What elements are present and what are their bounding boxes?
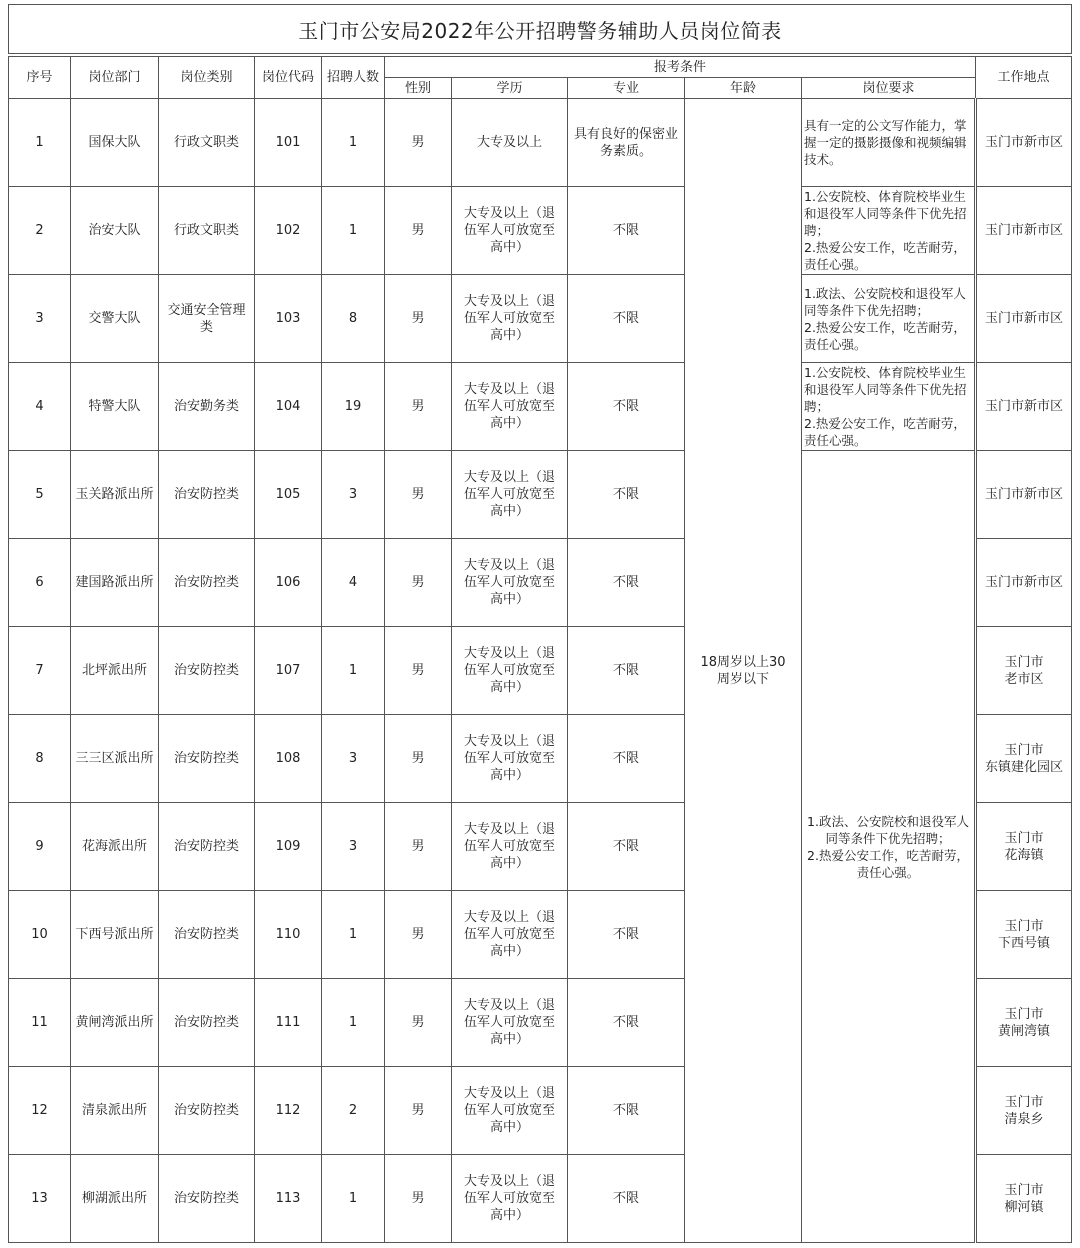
cell-count: 1	[322, 627, 385, 715]
cell-seq: 12	[9, 1067, 71, 1155]
header-dept: 岗位部门	[71, 57, 159, 99]
cell-count: 1	[322, 99, 385, 187]
cell-gender: 男	[385, 1155, 452, 1243]
recruitment-table	[8, 56, 1072, 1243]
cell-age-merged: 18周岁以上30周岁以下	[685, 99, 802, 1243]
cell-count: 1	[322, 979, 385, 1067]
cell-category: 治安防控类	[159, 627, 255, 715]
cell-major: 不限	[568, 187, 685, 275]
cell-seq: 7	[9, 627, 71, 715]
cell-code: 107	[255, 627, 322, 715]
cell-count: 2	[322, 1067, 385, 1155]
cell-education: 大专及以上（退伍军人可放宽至高中）	[452, 275, 568, 363]
page-title: 玉门市公安局2022年公开招聘警务辅助人员岗位简表	[8, 4, 1072, 54]
cell-code: 106	[255, 539, 322, 627]
cell-category: 行政文职类	[159, 99, 255, 187]
cell-count: 3	[322, 803, 385, 891]
cell-gender: 男	[385, 891, 452, 979]
cell-dept: 三三区派出所	[71, 715, 159, 803]
cell-major: 不限	[568, 275, 685, 363]
cell-education: 大专及以上（退伍军人可放宽至高中）	[452, 979, 568, 1067]
cell-category: 交通安全管理类	[159, 275, 255, 363]
cell-gender: 男	[385, 715, 452, 803]
cell-count: 1	[322, 187, 385, 275]
table-row	[9, 363, 1072, 451]
header-category: 岗位类别	[159, 57, 255, 99]
cell-gender: 男	[385, 99, 452, 187]
header-gender: 性别	[385, 78, 452, 99]
cell-location: 玉门市 东镇建化园区	[976, 715, 1072, 803]
cell-major: 不限	[568, 1155, 685, 1243]
cell-education: 大专及以上（退伍军人可放宽至高中）	[452, 715, 568, 803]
cell-major: 不限	[568, 363, 685, 451]
cell-seq: 13	[9, 1155, 71, 1243]
cell-location: 玉门市新市区	[976, 539, 1072, 627]
cell-code: 113	[255, 1155, 322, 1243]
cell-seq: 3	[9, 275, 71, 363]
table-row	[9, 99, 1072, 187]
header-conditions: 报考条件	[385, 57, 976, 78]
cell-category: 治安防控类	[159, 891, 255, 979]
cell-education: 大专及以上（退伍军人可放宽至高中）	[452, 187, 568, 275]
cell-dept: 黄闸湾派出所	[71, 979, 159, 1067]
header-seq: 序号	[9, 57, 71, 99]
cell-category: 治安防控类	[159, 539, 255, 627]
cell-education: 大专及以上（退伍军人可放宽至高中）	[452, 539, 568, 627]
cell-code: 104	[255, 363, 322, 451]
cell-code: 103	[255, 275, 322, 363]
cell-dept: 下西号派出所	[71, 891, 159, 979]
cell-gender: 男	[385, 275, 452, 363]
cell-major: 不限	[568, 891, 685, 979]
cell-category: 治安防控类	[159, 803, 255, 891]
cell-location: 玉门市 老市区	[976, 627, 1072, 715]
cell-category: 行政文职类	[159, 187, 255, 275]
cell-major: 不限	[568, 1067, 685, 1155]
cell-location: 玉门市新市区	[976, 363, 1072, 451]
cell-major: 具有良好的保密业务素质。	[568, 99, 685, 187]
cell-gender: 男	[385, 627, 452, 715]
cell-major: 不限	[568, 451, 685, 539]
cell-code: 102	[255, 187, 322, 275]
cell-code: 110	[255, 891, 322, 979]
cell-gender: 男	[385, 979, 452, 1067]
cell-count: 1	[322, 1155, 385, 1243]
cell-major: 不限	[568, 539, 685, 627]
cell-seq: 11	[9, 979, 71, 1067]
cell-dept: 清泉派出所	[71, 1067, 159, 1155]
cell-gender: 男	[385, 1067, 452, 1155]
cell-seq: 4	[9, 363, 71, 451]
header-major: 专业	[568, 78, 685, 99]
cell-dept: 特警大队	[71, 363, 159, 451]
cell-code: 112	[255, 1067, 322, 1155]
cell-category: 治安勤务类	[159, 363, 255, 451]
cell-gender: 男	[385, 539, 452, 627]
cell-dept: 玉关路派出所	[71, 451, 159, 539]
cell-dept: 北坪派出所	[71, 627, 159, 715]
cell-dept: 交警大队	[71, 275, 159, 363]
cell-requirements: 1.公安院校、体育院校毕业生和退役军人同等条件下优先招聘； 2.热爱公安工作，吃苦耐劳，责任心强。	[802, 187, 976, 275]
cell-education: 大专及以上（退伍军人可放宽至高中）	[452, 627, 568, 715]
cell-dept: 治安大队	[71, 187, 159, 275]
cell-seq: 6	[9, 539, 71, 627]
cell-code: 101	[255, 99, 322, 187]
cell-code: 105	[255, 451, 322, 539]
table-row	[9, 187, 1072, 275]
cell-location: 玉门市 下西号镇	[976, 891, 1072, 979]
cell-requirements: 具有一定的公文写作能力，掌握一定的摄影摄像和视频编辑技术。	[802, 99, 976, 187]
cell-seq: 1	[9, 99, 71, 187]
cell-major: 不限	[568, 803, 685, 891]
cell-education: 大专及以上（退伍军人可放宽至高中）	[452, 1155, 568, 1243]
cell-count: 8	[322, 275, 385, 363]
header-location: 工作地点	[976, 57, 1072, 99]
cell-seq: 10	[9, 891, 71, 979]
cell-count: 19	[322, 363, 385, 451]
cell-major: 不限	[568, 979, 685, 1067]
cell-category: 治安防控类	[159, 1067, 255, 1155]
cell-code: 108	[255, 715, 322, 803]
cell-seq: 9	[9, 803, 71, 891]
cell-gender: 男	[385, 803, 452, 891]
cell-code: 111	[255, 979, 322, 1067]
cell-location: 玉门市 黄闸湾镇	[976, 979, 1072, 1067]
cell-location: 玉门市新市区	[976, 99, 1072, 187]
cell-education: 大专及以上（退伍军人可放宽至高中）	[452, 1067, 568, 1155]
cell-count: 3	[322, 715, 385, 803]
cell-dept: 花海派出所	[71, 803, 159, 891]
cell-requirements-merged: 1.政法、公安院校和退役军人同等条件下优先招聘； 2.热爱公安工作，吃苦耐劳，责任心强。	[802, 451, 976, 1243]
cell-gender: 男	[385, 187, 452, 275]
cell-gender: 男	[385, 363, 452, 451]
cell-location: 玉门市 花海镇	[976, 803, 1072, 891]
cell-seq: 2	[9, 187, 71, 275]
table-row	[9, 275, 1072, 363]
cell-major: 不限	[568, 627, 685, 715]
header-requirements: 岗位要求	[802, 78, 976, 99]
cell-category: 治安防控类	[159, 1155, 255, 1243]
cell-location: 玉门市 柳河镇	[976, 1155, 1072, 1243]
cell-category: 治安防控类	[159, 979, 255, 1067]
cell-major: 不限	[568, 715, 685, 803]
cell-education: 大专及以上（退伍军人可放宽至高中）	[452, 363, 568, 451]
cell-count: 3	[322, 451, 385, 539]
cell-education: 大专及以上（退伍军人可放宽至高中）	[452, 891, 568, 979]
header-count: 招聘人数	[322, 57, 385, 99]
cell-category: 治安防控类	[159, 715, 255, 803]
cell-location: 玉门市新市区	[976, 451, 1072, 539]
cell-count: 1	[322, 891, 385, 979]
header-code: 岗位代码	[255, 57, 322, 99]
cell-count: 4	[322, 539, 385, 627]
cell-location: 玉门市新市区	[976, 187, 1072, 275]
cell-category: 治安防控类	[159, 451, 255, 539]
cell-education: 大专及以上	[452, 99, 568, 187]
table-row	[9, 451, 1072, 539]
header-education: 学历	[452, 78, 568, 99]
cell-gender: 男	[385, 451, 452, 539]
cell-dept: 柳湖派出所	[71, 1155, 159, 1243]
cell-seq: 5	[9, 451, 71, 539]
header-age: 年龄	[685, 78, 802, 99]
cell-education: 大专及以上（退伍军人可放宽至高中）	[452, 803, 568, 891]
cell-location: 玉门市 清泉乡	[976, 1067, 1072, 1155]
cell-dept: 国保大队	[71, 99, 159, 187]
cell-seq: 8	[9, 715, 71, 803]
cell-location: 玉门市新市区	[976, 275, 1072, 363]
cell-education: 大专及以上（退伍军人可放宽至高中）	[452, 451, 568, 539]
cell-requirements: 1.公安院校、体育院校毕业生和退役军人同等条件下优先招聘； 2.热爱公安工作，吃苦耐劳，责任心强。	[802, 363, 976, 451]
cell-dept: 建国路派出所	[71, 539, 159, 627]
cell-requirements: 1.政法、公安院校和退役军人同等条件下优先招聘； 2.热爱公安工作，吃苦耐劳，责任心强。	[802, 275, 976, 363]
cell-code: 109	[255, 803, 322, 891]
